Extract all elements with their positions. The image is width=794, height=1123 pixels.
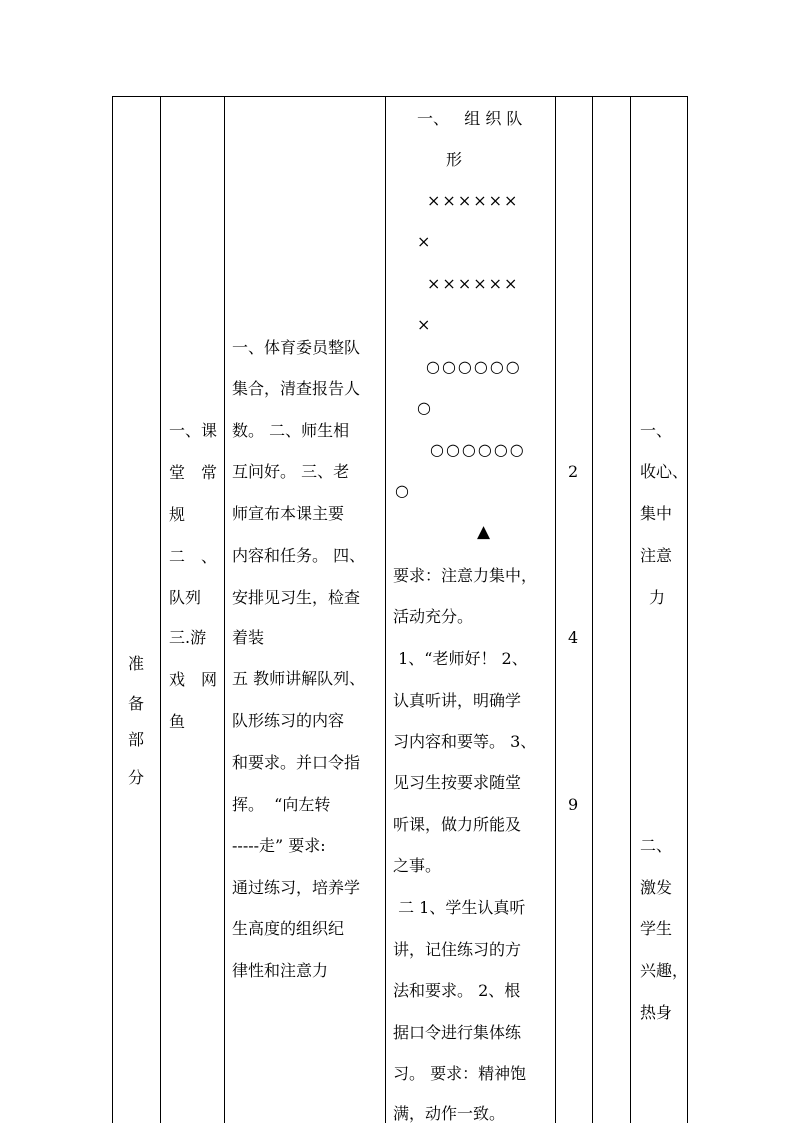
formation-row-circle: ○ (417, 398, 431, 417)
student-line: 听课，做力所能及 (393, 815, 522, 834)
content-line (169, 465, 217, 481)
teacher-line: 着装 (232, 628, 265, 647)
teacher-line: 生高度的组织纪 (232, 919, 345, 938)
teacher-position-marker: ▲ (477, 522, 491, 542)
column-divider-1 (160, 96, 161, 1123)
teacher-line: 律性和注意力 (232, 961, 329, 980)
content-line (169, 672, 217, 688)
goal-line: 二、 (640, 836, 673, 855)
teacher-line: 集合，清查报告人 (232, 379, 361, 398)
formation-row-cross: × (417, 232, 431, 251)
table-top-border (112, 96, 687, 97)
section-char: 备 (128, 694, 145, 713)
student-line: 习内容和要等。 3、 (393, 732, 537, 751)
student-line: 满，动作一致。 (393, 1104, 506, 1123)
formation-row-circle: ○ (395, 481, 409, 500)
formation-row-cross: ×××××× (427, 191, 520, 210)
formation-title: 形 (446, 150, 463, 169)
formation-row-cross: × (417, 315, 431, 334)
student-line: 二 1、学生认真听 (393, 898, 526, 917)
goal-line: 集中 (640, 504, 673, 523)
content-char: 戏 (169, 670, 186, 689)
formation-title: 一、 组 织 队 (417, 109, 523, 128)
student-line: 法和要求。 2、根 (393, 981, 521, 1000)
column-divider-6 (630, 96, 631, 1123)
teacher-line: 和要求。并口令指 (232, 753, 361, 772)
section-char: 准 (128, 654, 145, 673)
goal-line: 学生 (640, 919, 673, 938)
content-line (169, 549, 217, 565)
column-divider-3 (385, 96, 386, 1123)
column-divider-5 (592, 96, 593, 1123)
formation-row-circle: ○○○○○○ (426, 357, 522, 376)
content-line: 鱼 (169, 712, 186, 731)
content-char: 常 (200, 463, 217, 482)
formation-row-circle: ○○○○○○ (430, 440, 526, 459)
goal-line: 收心、 (640, 462, 689, 481)
content-char: 、 (200, 547, 217, 566)
student-line: 活动充分。 (393, 607, 474, 626)
content-char: 二 (169, 547, 186, 566)
goal-line: 注意 (640, 546, 673, 565)
time-digit: 4 (568, 628, 579, 647)
goal-line: 力 (649, 588, 666, 607)
teacher-line: 队形练习的内容 (232, 711, 345, 730)
teacher-line: 数。 二、师生相 (232, 421, 350, 440)
goal-line: 激发 (640, 878, 673, 897)
student-line: 认真听讲，明确学 (393, 691, 522, 710)
teacher-line: 一、体育委员整队 (232, 338, 361, 357)
goal-line: 兴趣， (640, 961, 689, 980)
time-digit: 2 (568, 462, 579, 481)
teacher-line: 挥。 “向左转 (232, 795, 331, 814)
teacher-line: 互问好。 三、老 (232, 462, 350, 481)
column-divider-2 (224, 96, 225, 1123)
table-border-left (112, 96, 113, 1123)
teacher-line: 内容和任务。 四、 (232, 546, 366, 565)
student-line: 要求：注意力集中， (393, 566, 538, 585)
student-line: 据口令进行集体练 (393, 1023, 522, 1042)
teacher-line: 通过练习，培养学 (232, 878, 361, 897)
student-line: 之事。 (393, 856, 442, 875)
section-char: 部 (128, 730, 145, 749)
goal-line: 热身 (640, 1003, 673, 1022)
teacher-line: -----走” 要求: (232, 836, 326, 855)
student-line: 习。 要求：精神饱 (393, 1064, 527, 1083)
content-line: 三.游 (169, 628, 207, 647)
teacher-line: 安排见习生，检查 (232, 588, 361, 607)
content-line: 队列 (169, 588, 202, 607)
formation-row-cross: ×××××× (427, 274, 520, 293)
student-line: 见习生按要求随堂 (393, 773, 522, 792)
goal-line: 一、 (640, 421, 673, 440)
section-char: 分 (128, 768, 145, 787)
content-char: 堂 (169, 463, 186, 482)
student-line: 讲，记住练习的方 (393, 940, 522, 959)
student-line: 1、“老师好！ 2、 (393, 649, 528, 668)
teacher-line: 师宣布本课主要 (232, 504, 345, 523)
teacher-line: 五 教师讲解队列、 (232, 669, 366, 688)
column-divider-4 (555, 96, 556, 1123)
content-line: 规 (169, 505, 186, 524)
time-digit: 9 (568, 795, 579, 814)
content-line: 一、课 (169, 421, 218, 440)
content-char: 网 (200, 670, 217, 689)
